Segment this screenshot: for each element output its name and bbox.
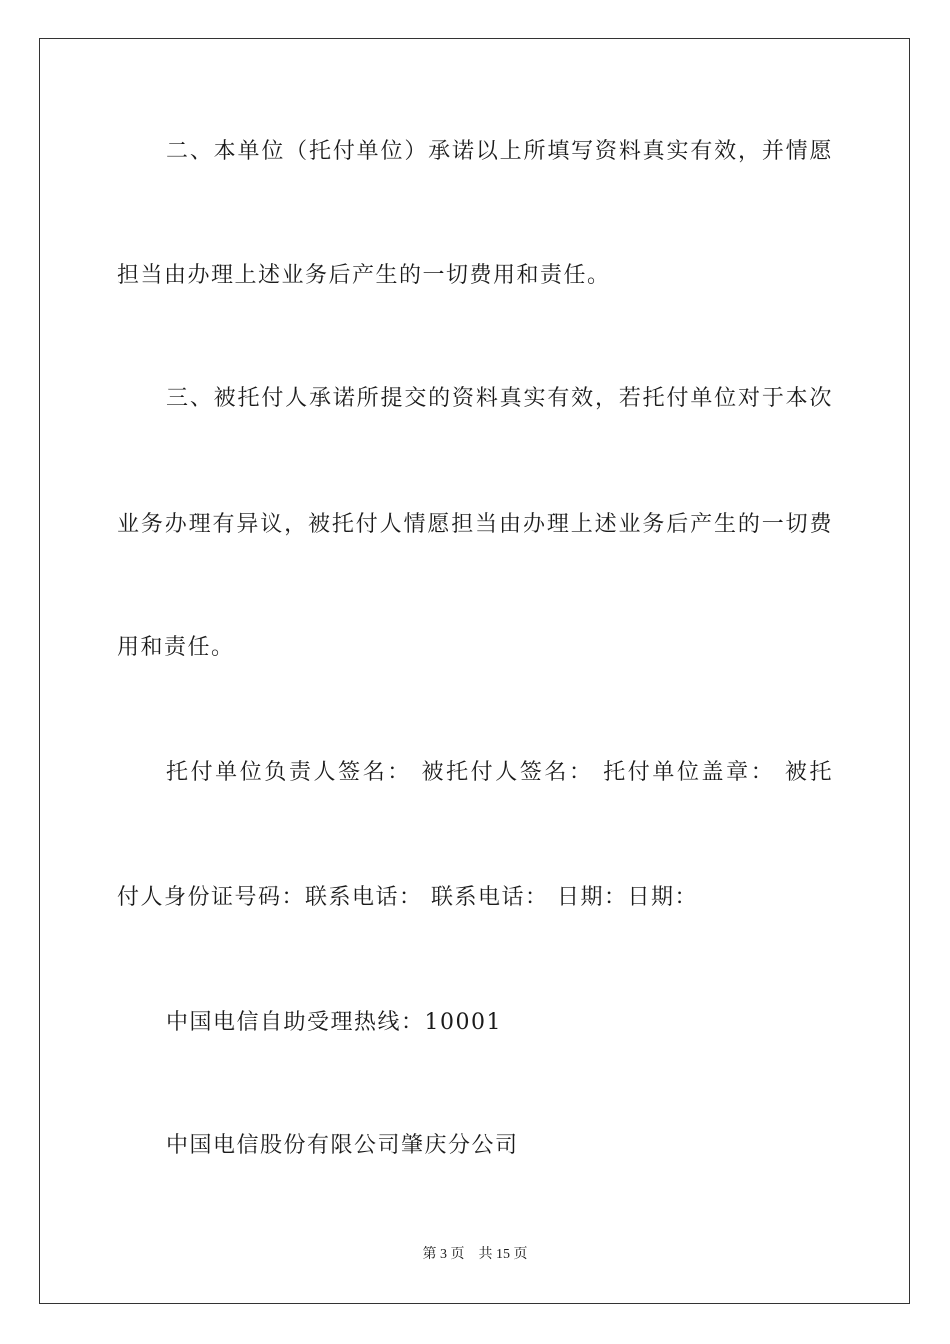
- page-number: 第 3 页 共 15 页: [422, 1247, 528, 1262]
- hotline-text: 中国电信自助受理热线：10001: [166, 1010, 502, 1035]
- clause-three-line-3: 用和责任。: [117, 635, 235, 660]
- clause-three-line-2: 业务办理有异议，被托付人情愿担当由办理上述业务后产生的一切费: [117, 512, 833, 537]
- signature-fields-line-1: 托付单位负责人签名： 被托付人签名： 托付单位盖章： 被托: [166, 760, 833, 785]
- clause-three-line-1: 三、被托付人承诺所提交的资料真实有效，若托付单位对于本次: [166, 386, 833, 411]
- page-border: [39, 38, 910, 1304]
- company-name: 中国电信股份有限公司肇庆分公司: [166, 1133, 519, 1158]
- clause-two-line-1: 二、本单位（托付单位）承诺以上所填写资料真实有效，并情愿: [166, 139, 833, 164]
- clause-two-line-2: 担当由办理上述业务后产生的一切费用和责任。: [117, 263, 611, 288]
- signature-fields-line-2: 付人身份证号码：联系电话： 联系电话： 日期：日期：: [117, 885, 698, 910]
